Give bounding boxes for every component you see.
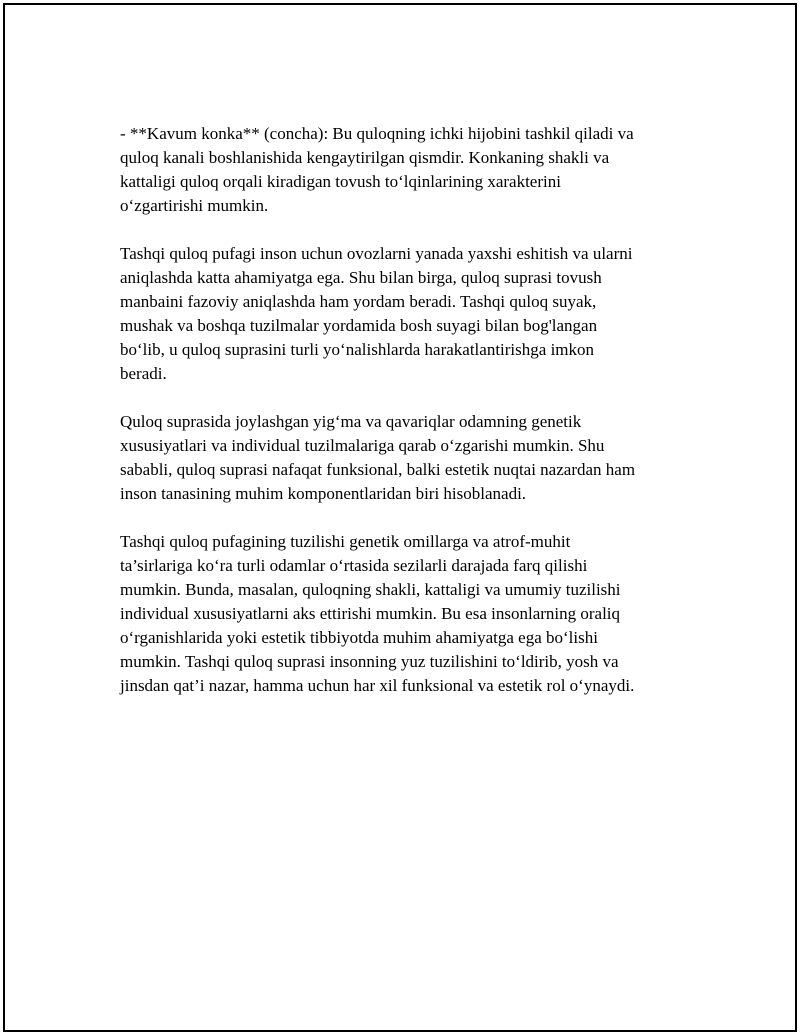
text-line: xususiyatlari va individual tuzilmalariga qarab o‘zgarishi mumkin. Shu (120, 436, 605, 455)
text-line: kattaligi quloq orqali kiradigan tovush to‘lqinlarining xarakterini (120, 172, 561, 191)
paragraph-concha (120, 122, 690, 218)
text-line: Quloq suprasida joylashgan yig‘ma va qavariqlar odamning genetik (120, 412, 582, 431)
paragraph-outer-ear-importance (120, 242, 690, 386)
text-line: ta’sirlariga ko‘ra turli odamlar o‘rtasida sezilarli darajada farq qilishi (120, 556, 588, 575)
text-line: mushak va boshqa tuzilmalar yordamida bosh suyagi bilan bog'langan (120, 316, 598, 335)
paragraph-folds-ridges (120, 410, 690, 506)
text-line: o‘rganishlarida yoki estetik tibbiyotda muhim ahamiyatga ega bo‘lishi (120, 628, 598, 647)
text-line: Tashqi quloq pufagi inson uchun ovozlarni yanada yaxshi eshitish va ularni (120, 244, 633, 263)
text-line: jinsdan qat’i nazar, hamma uchun har xil funksional va estetik rol o‘ynaydi. (120, 676, 635, 695)
paragraph-structure-variation (120, 530, 690, 698)
document-page (3, 3, 797, 1032)
text-line: mumkin. Bunda, masalan, quloqning shakli, kattaligi va umumiy tuzilishi (120, 580, 621, 599)
text-line: bo‘lib, u quloq suprasini turli yo‘nalishlarda harakatlantirishga imkon (120, 340, 595, 359)
text-line: sababli, quloq suprasi nafaqat funksional, balki estetik nuqtai nazardan ham (120, 460, 636, 479)
text-line: Tashqi quloq pufagining tuzilishi genetik omillarga va atrof-muhit (120, 532, 571, 551)
text-line: mumkin. Tashqi quloq suprasi insonning yuz tuzilishini to‘ldirib, yosh va (120, 652, 619, 671)
text-line: aniqlashda katta ahamiyatga ega. Shu bilan birga, quloq suprasi tovush (120, 268, 602, 287)
text-line: beradi. (120, 364, 167, 383)
text-line: - **Kavum konka** (concha): Bu quloqning ichki hijobini tashkil qiladi va (120, 124, 634, 143)
text-line: o‘zgartirishi mumkin. (120, 196, 269, 215)
document-body (120, 122, 690, 722)
text-line: individual xususiyatlarni aks ettirishi mumkin. Bu esa insonlarning oraliq (120, 604, 621, 623)
text-line: inson tanasining muhim komponentlaridan biri hisoblanadi. (120, 484, 527, 503)
text-line: quloq kanali boshlanishida kengaytirilgan qismdir. Konkaning shakli va (120, 148, 610, 167)
text-line: manbaini fazoviy aniqlashda ham yordam beradi. Tashqi quloq suyak, (120, 292, 597, 311)
